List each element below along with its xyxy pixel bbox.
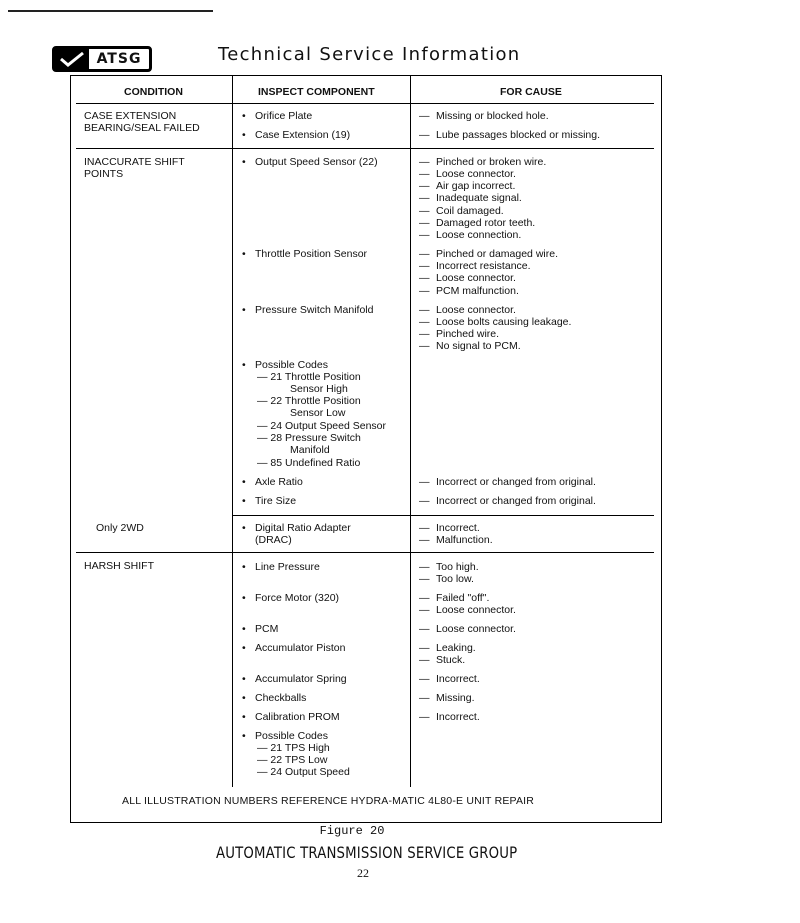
cause-item: Damaged rotor teeth.	[436, 217, 536, 229]
cause-dash: —	[419, 673, 430, 685]
condition-cell: INACCURATE SHIFT	[84, 156, 185, 168]
cause-item: Missing.	[436, 692, 475, 704]
page-title: Technical Service Information	[218, 44, 521, 65]
page-footer: AUTOMATIC TRANSMISSION SERVICE GROUP	[216, 843, 518, 862]
bullet: •	[242, 248, 246, 260]
inspect-item: Throttle Position Sensor	[255, 248, 368, 260]
condition-cell: CASE EXTENSION	[84, 110, 177, 122]
cause-item: Malfunction.	[436, 534, 493, 546]
top-rule	[8, 10, 213, 12]
row-rule	[76, 552, 654, 553]
cause-item: Too high.	[436, 561, 479, 573]
cause-dash: —	[419, 285, 430, 297]
cause-dash: —	[419, 604, 430, 616]
column-header-cause: FOR CAUSE	[500, 86, 562, 98]
bullet: •	[242, 711, 246, 723]
inspect-code: — 22 TPS Low	[257, 754, 328, 766]
bullet: •	[242, 495, 246, 507]
figure-caption-text: Figure 20	[319, 824, 385, 838]
bullet: •	[242, 522, 246, 534]
figure-caption	[0, 824, 800, 838]
cause-item: Incorrect resistance.	[436, 260, 531, 272]
inspect-code: — 28 Pressure Switch	[257, 432, 361, 444]
cause-dash: —	[419, 654, 430, 666]
inspect-item: Checkballs	[255, 692, 307, 704]
inspect-code: — 85 Undefined Ratio	[257, 457, 361, 469]
cause-dash: —	[419, 711, 430, 723]
cause-item: Incorrect.	[436, 522, 480, 534]
cause-item: Incorrect.	[436, 711, 480, 723]
cause-dash: —	[419, 573, 430, 585]
cause-item: No signal to PCM.	[436, 340, 521, 352]
inspect-code: — 24 Output Speed Sensor	[257, 420, 386, 432]
cause-dash: —	[419, 156, 430, 168]
inspect-item: Axle Ratio	[255, 476, 303, 488]
bullet: •	[242, 156, 246, 168]
cause-item: Loose connector.	[436, 604, 516, 616]
bullet: •	[242, 692, 246, 704]
inspect-item: Output Speed Sensor (22)	[255, 156, 378, 168]
cause-item: Incorrect or changed from original.	[436, 495, 596, 507]
cause-dash: —	[419, 260, 430, 272]
inspect-item: Digital Ratio Adapter	[255, 522, 351, 534]
bullet: •	[242, 359, 246, 371]
inspect-item: Accumulator Piston	[255, 642, 346, 654]
inspect-item: Possible Codes	[255, 359, 328, 371]
row-rule	[76, 148, 654, 149]
cause-dash: —	[419, 623, 430, 635]
cause-dash: —	[419, 129, 430, 141]
inspect-code: — 24 Output Speed	[257, 766, 350, 778]
cause-dash: —	[419, 205, 430, 217]
cause-item: Too low.	[436, 573, 474, 585]
bullet: •	[242, 623, 246, 635]
cause-item: Incorrect.	[436, 673, 480, 685]
inspect-code: — 21 Throttle Position	[257, 371, 361, 383]
cause-dash: —	[419, 229, 430, 241]
cause-item: Pinched or broken wire.	[436, 156, 547, 168]
cause-item: Incorrect or changed from original.	[436, 476, 596, 488]
condition-cell: HARSH SHIFT	[84, 560, 155, 572]
inspect-item: Pressure Switch Manifold	[255, 304, 374, 316]
atsg-logo	[52, 46, 152, 72]
cause-item: Loose connection.	[436, 229, 522, 241]
cause-dash: —	[419, 180, 430, 192]
cause-dash: —	[419, 272, 430, 284]
inspect-code: Manifold	[290, 444, 330, 456]
column-header-condition: CONDITION	[124, 86, 183, 98]
cause-item: Loose connector.	[436, 272, 516, 284]
row-rule	[233, 515, 654, 516]
table-frame	[70, 75, 662, 823]
cause-dash: —	[419, 522, 430, 534]
bullet: •	[242, 110, 246, 122]
condition-cell: Only 2WD	[96, 522, 144, 534]
condition-cell: BEARING/SEAL FAILED	[84, 122, 200, 134]
table-footnote: ALL ILLUSTRATION NUMBERS REFERENCE HYDRA-MATIC 4L80-E UNIT REPAIR	[122, 795, 535, 807]
bullet: •	[242, 673, 246, 685]
cause-item: Inadequate signal.	[436, 192, 522, 204]
bullet: •	[242, 129, 246, 141]
cause-dash: —	[419, 561, 430, 573]
cause-item: Failed "off".	[436, 592, 490, 604]
cause-item: Coil damaged.	[436, 205, 504, 217]
inspect-item: (DRAC)	[255, 534, 292, 546]
cause-item: Loose connector.	[436, 304, 516, 316]
inspect-item: PCM	[255, 623, 279, 635]
cause-dash: —	[419, 495, 430, 507]
cause-dash: —	[419, 592, 430, 604]
cause-dash: —	[419, 168, 430, 180]
inspect-item: Possible Codes	[255, 730, 328, 742]
cause-item: Leaking.	[436, 642, 476, 654]
cause-item: Stuck.	[436, 654, 466, 666]
header-rule	[76, 103, 654, 104]
cause-item: Pinched wire.	[436, 328, 500, 340]
cause-item: PCM malfunction.	[436, 285, 519, 297]
page-number: 22	[357, 866, 369, 880]
cause-item: Loose connector.	[436, 168, 516, 180]
inspect-item: Tire Size	[255, 495, 297, 507]
inspect-code: — 22 Throttle Position	[257, 395, 361, 407]
logo-text: ATSG	[96, 51, 142, 67]
cause-dash: —	[419, 217, 430, 229]
cause-dash: —	[419, 192, 430, 204]
column-divider	[232, 75, 233, 787]
cause-dash: —	[419, 316, 430, 328]
column-divider	[410, 75, 411, 787]
cause-item: Air gap incorrect.	[436, 180, 516, 192]
inspect-item: Case Extension (19)	[255, 129, 351, 141]
inspect-item: Force Motor (320)	[255, 592, 340, 604]
cause-dash: —	[419, 692, 430, 704]
checkmark-icon	[55, 49, 89, 69]
inspect-item: Calibration PROM	[255, 711, 340, 723]
bullet: •	[242, 592, 246, 604]
cause-dash: —	[419, 476, 430, 488]
inspect-item: Orifice Plate	[255, 110, 313, 122]
cause-item: Lube passages blocked or missing.	[436, 129, 601, 141]
bullet: •	[242, 561, 246, 573]
inspect-item: Accumulator Spring	[255, 673, 347, 685]
cause-dash: —	[419, 642, 430, 654]
cause-dash: —	[419, 534, 430, 546]
cause-item: Missing or blocked hole.	[436, 110, 549, 122]
cause-item: Loose bolts causing leakage.	[436, 316, 572, 328]
bullet: •	[242, 730, 246, 742]
cause-item: Loose connector.	[436, 623, 516, 635]
cause-dash: —	[419, 248, 430, 260]
inspect-code: Sensor High	[290, 383, 348, 395]
bullet: •	[242, 642, 246, 654]
column-header-inspect: INSPECT COMPONENT	[258, 86, 375, 98]
bullet: •	[242, 304, 246, 316]
cause-dash: —	[419, 340, 430, 352]
cause-item: Pinched or damaged wire.	[436, 248, 558, 260]
bullet: •	[242, 476, 246, 488]
inspect-item: Line Pressure	[255, 561, 320, 573]
cause-dash: —	[419, 328, 430, 340]
cause-dash: —	[419, 304, 430, 316]
condition-cell: POINTS	[84, 168, 124, 180]
cause-dash: —	[419, 110, 430, 122]
inspect-code: — 21 TPS High	[257, 742, 330, 754]
inspect-code: Sensor Low	[290, 407, 346, 419]
